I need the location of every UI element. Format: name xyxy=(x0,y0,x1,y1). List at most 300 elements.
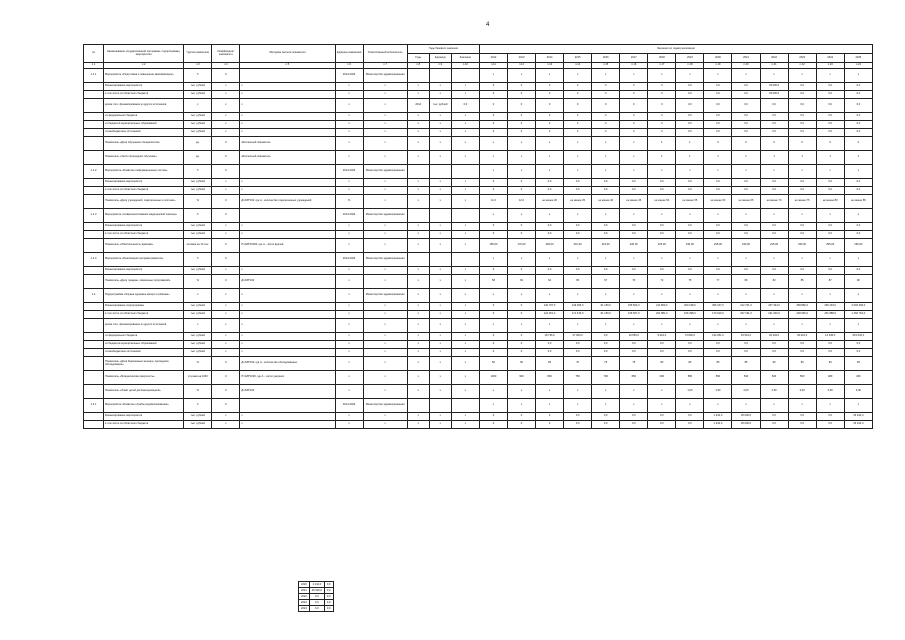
cell-method: х xyxy=(240,413,335,421)
table-row xyxy=(84,151,873,165)
cell-year-value: не менее 35 xyxy=(564,195,592,209)
cell-year-value: 0 xyxy=(507,349,535,357)
cell-coef: х xyxy=(212,289,240,303)
cell-year-value: 80 xyxy=(648,357,676,371)
cell-year-value: 0,0 xyxy=(788,349,816,357)
cell-year-value: 0,0 xyxy=(760,179,788,187)
cell-year-value: 0,0 xyxy=(760,99,788,113)
cell-num xyxy=(84,413,104,421)
cell-year-value: 85 xyxy=(788,275,816,289)
cell-b3: х xyxy=(451,129,479,137)
cell-year-value: 0,0 xyxy=(788,129,816,137)
cell-year-value: 0 xyxy=(592,91,620,99)
cell-name: Финансирование мероприятия xyxy=(104,179,184,187)
cell-year-value: х xyxy=(732,399,760,413)
cell-year-value: 0,0 xyxy=(536,341,564,349)
header-year: 2020 xyxy=(704,54,732,63)
cell-year-value: 75 xyxy=(592,357,620,371)
cell-b2: х xyxy=(429,223,451,231)
column-index-cell: п.24 xyxy=(844,63,872,69)
cell-b2: х xyxy=(429,311,451,319)
cell-year-value: 650 xyxy=(620,371,648,385)
cell-year-value: х xyxy=(760,399,788,413)
cell-name: в том числе из областного бюджета xyxy=(104,311,184,319)
cell-name: Финансирование мероприятия xyxy=(104,413,184,421)
cell-year-value: 750 xyxy=(564,371,592,385)
header-year: 2014 xyxy=(536,54,564,63)
cell-coef: х xyxy=(212,129,240,137)
cell-coef: х xyxy=(212,267,240,275)
table-row xyxy=(84,91,873,99)
cell-name: кроме того, финансирование из других источников xyxy=(104,319,184,333)
cell-year-value: 0 xyxy=(620,121,648,129)
header-year: 2016 xyxy=(592,54,620,63)
cell-b3: х xyxy=(451,91,479,99)
cell-num xyxy=(84,421,104,429)
cell-year-value: 0 xyxy=(507,413,535,421)
cell-name: кроме того, финансирование из других источников xyxy=(104,99,184,113)
cell-grp: тыс. рублей xyxy=(184,121,212,129)
cell-method: Д=А/В*100, где А - количество обследованных xyxy=(240,357,335,371)
cell-year-value: 90 xyxy=(844,275,872,289)
program-indicators-table xyxy=(83,44,873,429)
cell-b3: х xyxy=(451,333,479,341)
extra-cell: 1 244,0 xyxy=(309,582,324,588)
cell-method: х xyxy=(240,83,335,91)
cell-year-value: 80 xyxy=(676,357,704,371)
cell-year-value: 211 800,0 xyxy=(648,303,676,311)
cell-year-value: 0,0 xyxy=(536,179,564,187)
extra-cell: 0,0 xyxy=(324,606,333,612)
cell-name: Финансирование мероприятия xyxy=(104,223,184,231)
table-row xyxy=(84,303,873,311)
cell-b1 xyxy=(407,165,429,179)
cell-exec: х xyxy=(363,83,407,91)
cell-year-value: х xyxy=(676,165,704,179)
cell-year-value: х xyxy=(648,209,676,223)
column-index-cell: п.6 xyxy=(335,63,363,69)
cell-grp: тыс. рублей xyxy=(184,231,212,239)
column-index-cell: п.9 xyxy=(429,63,451,69)
cell-year-value: х xyxy=(704,69,732,83)
cell-year-value: 0 xyxy=(507,129,535,137)
cell-year-value: 90 xyxy=(788,357,816,371)
cell-year-value: х xyxy=(816,319,844,333)
cell-year-value: х xyxy=(704,399,732,413)
cell-coef: х xyxy=(212,349,240,357)
cell-year-value: 0,0 xyxy=(732,341,760,349)
cell-year-value: 212 701,0 xyxy=(732,303,760,311)
cell-method: х xyxy=(240,179,335,187)
cell-year-value: х xyxy=(676,253,704,267)
cell-year-value: 3,00 xyxy=(788,385,816,399)
cell-year-value: 0,0 xyxy=(592,267,620,275)
cell-year-value: 0 xyxy=(536,413,564,421)
cell-grp: тыс. рублей xyxy=(184,113,212,121)
cell-year-value: х xyxy=(816,69,844,83)
cell-exec: х xyxy=(363,137,407,151)
cell-year-value: 0,0 xyxy=(788,91,816,99)
cell-b1: х xyxy=(407,137,429,151)
cell-coef: 0 xyxy=(212,165,240,179)
cell-grp: тыс. рублей xyxy=(184,187,212,195)
cell-coef: х xyxy=(212,83,240,91)
cell-b1: х xyxy=(407,129,429,137)
cell-unit: 2013-2024 xyxy=(335,209,363,223)
cell-year-value: 0,0 xyxy=(648,413,676,421)
cell-year-value: 0,0 xyxy=(760,129,788,137)
cell-year-value: х xyxy=(536,253,564,267)
cell-b2 xyxy=(429,69,451,83)
table-row xyxy=(84,319,873,333)
cell-year-value: 201 881,0 xyxy=(648,311,676,319)
cell-year-value: 95 xyxy=(816,357,844,371)
column-index-cell: п.15 xyxy=(592,63,620,69)
cell-method: х xyxy=(240,129,335,137)
cell-year-value: х xyxy=(507,209,535,223)
cell-year-value: 197 191,0 xyxy=(732,311,760,319)
cell-year-value: х xyxy=(592,399,620,413)
cell-year-value: 196 398,0 xyxy=(676,311,704,319)
cell-year-value: 266 233,0 xyxy=(816,303,844,311)
cell-year-value: х xyxy=(648,319,676,333)
cell-year-value: 149 393,0 xyxy=(564,303,592,311)
cell-coef: х xyxy=(212,179,240,187)
cell-exec: х xyxy=(363,371,407,385)
table-row xyxy=(84,333,873,341)
cell-year-value: 0,0 xyxy=(704,341,732,349)
cell-method xyxy=(240,209,335,223)
cell-name: из бюджетов муниципальных образований xyxy=(104,121,184,129)
cell-year-value: 60 xyxy=(507,275,535,289)
header-row-group xyxy=(84,45,873,54)
cell-num xyxy=(84,349,104,357)
cell-year-value: 0,0 xyxy=(788,121,816,129)
cell-year-value: 62 xyxy=(536,275,564,289)
cell-year-value: х xyxy=(788,69,816,83)
cell-name: из внебюджетных источников xyxy=(104,129,184,137)
cell-b3: х xyxy=(451,349,479,357)
extra-cell: 0,0 xyxy=(309,606,324,612)
cell-year-value: 225,00 xyxy=(648,239,676,253)
cell-year-value: 11,0 xyxy=(479,195,507,209)
cell-name: Мероприятие «Совершенствование медицинской помощи» xyxy=(104,209,184,223)
header-executor: Ответственный исполнитель xyxy=(363,45,407,63)
cell-year-value: х xyxy=(479,289,507,303)
cell-num xyxy=(84,223,104,231)
cell-year-value: 0,0 xyxy=(732,83,760,91)
cell-b1: х xyxy=(407,121,429,129)
cell-year-value: 0 xyxy=(479,113,507,121)
column-index-cell: п.13 xyxy=(536,63,564,69)
cell-year-value: 0 xyxy=(564,83,592,91)
cell-name: в том числе из областного бюджета xyxy=(104,91,184,99)
cell-year-value: 0,0 xyxy=(676,121,704,129)
cell-year-value: 0,0 xyxy=(788,341,816,349)
cell-year-value: х xyxy=(676,319,704,333)
cell-year-value: х xyxy=(732,209,760,223)
cell-grp: х xyxy=(184,99,212,113)
cell-b1: х xyxy=(407,319,429,333)
cell-year-value: х xyxy=(536,69,564,83)
extra-cell: 2021 xyxy=(299,588,310,594)
cell-b2 xyxy=(429,399,451,413)
table-row xyxy=(84,195,873,209)
cell-coef: х xyxy=(212,223,240,231)
cell-b3: х xyxy=(451,341,479,349)
cell-year-value: х xyxy=(816,165,844,179)
cell-coef: х xyxy=(212,99,240,113)
cell-method: х xyxy=(240,333,335,341)
cell-year-value: 50 xyxy=(479,357,507,371)
cell-year-value: не менее 75 xyxy=(788,195,816,209)
cell-year-value: х xyxy=(620,253,648,267)
cell-year-value: 18 736,0 xyxy=(536,333,564,341)
cell-year-value: 0,0 xyxy=(676,421,704,429)
cell-year-value: х xyxy=(479,151,507,165)
cell-year-value: 122 061,0 xyxy=(536,311,564,319)
cell-year-value: х xyxy=(788,289,816,303)
header-year: 2024 xyxy=(816,54,844,63)
cell-year-value: х xyxy=(479,253,507,267)
cell-year-value: 0 xyxy=(507,341,535,349)
cell-year-value: 0,0 xyxy=(844,113,872,121)
cell-year-value: 0 xyxy=(536,129,564,137)
cell-year-value: 9 919,0 xyxy=(648,333,676,341)
extra-cell: 0,0 xyxy=(324,588,333,594)
cell-num xyxy=(84,187,104,195)
cell-year-value: 0,0 xyxy=(760,223,788,231)
cell-year-value: 0,0 xyxy=(564,267,592,275)
cell-year-value: 140 797,0 xyxy=(536,303,564,311)
cell-method: абсолютный показатель xyxy=(240,137,335,151)
cell-year-value: 0 xyxy=(564,91,592,99)
cell-grp: тыс. рублей xyxy=(184,303,212,311)
cell-year-value: 0,0 xyxy=(648,187,676,195)
cell-coef: х xyxy=(212,319,240,333)
cell-b3: х xyxy=(451,267,479,275)
cell-year-value: 0 xyxy=(507,333,535,341)
cell-year-value: х xyxy=(479,385,507,399)
cell-b3: х xyxy=(451,289,479,303)
cell-num xyxy=(84,239,104,253)
cell-year-value: х xyxy=(592,319,620,333)
cell-year-value: 0 xyxy=(732,137,760,151)
cell-num xyxy=(84,357,104,371)
cell-year-value: 0,0 xyxy=(704,231,732,239)
table-row xyxy=(84,267,873,275)
cell-year-value: 0,0 xyxy=(844,91,872,99)
cell-grp: тыс. рублей xyxy=(184,311,212,319)
header-year: 2019 xyxy=(676,54,704,63)
cell-b3: х xyxy=(451,195,479,209)
cell-year-value: 0 xyxy=(536,83,564,91)
cell-year-value: 70 xyxy=(564,357,592,371)
cell-method: х xyxy=(240,223,335,231)
cell-unit: х xyxy=(335,333,363,341)
cell-year-value: х xyxy=(732,69,760,83)
cell-grp: тыс. рублей xyxy=(184,267,212,275)
column-index-cell: п.16 xyxy=(620,63,648,69)
cell-b1: х xyxy=(407,239,429,253)
cell-year-value: х xyxy=(760,253,788,267)
cell-year-value: 0 xyxy=(536,113,564,121)
cell-b3: х xyxy=(451,187,479,195)
header-base-sub: Годы xyxy=(407,54,429,63)
cell-num xyxy=(84,91,104,99)
cell-name: Финансирование мероприятия xyxy=(104,83,184,91)
cell-year-value: 91 150,0 xyxy=(592,311,620,319)
cell-year-value: 0,0 xyxy=(760,341,788,349)
cell-method: х xyxy=(240,311,335,319)
cell-year-value: х xyxy=(844,69,872,83)
cell-year-value: 1 xyxy=(648,151,676,165)
cell-year-value: 0,0 xyxy=(816,187,844,195)
cell-unit: х xyxy=(335,99,363,113)
cell-year-value: х xyxy=(564,209,592,223)
cell-year-value: 0,0 xyxy=(536,187,564,195)
cell-unit: х xyxy=(335,357,363,371)
cell-year-value: х xyxy=(592,385,620,399)
cell-year-value: 0 xyxy=(507,187,535,195)
cell-year-value: 0 xyxy=(479,413,507,421)
cell-year-value: х xyxy=(536,399,564,413)
extra-cell: 0,0 xyxy=(324,582,333,588)
cell-year-value: х xyxy=(760,69,788,83)
table-row xyxy=(84,289,873,303)
cell-year-value: х xyxy=(732,289,760,303)
cell-grp: тыс. рублей xyxy=(184,83,212,91)
cell-year-value: 82 xyxy=(760,275,788,289)
cell-method xyxy=(240,165,335,179)
header-base-group: Годы базового значения xyxy=(407,45,479,54)
cell-year-value: 0 xyxy=(648,83,676,91)
cell-year-value: 0 xyxy=(479,333,507,341)
cell-year-value: 0 xyxy=(479,303,507,311)
cell-year-value: 480 xyxy=(816,371,844,385)
cell-unit: х xyxy=(335,187,363,195)
table-row xyxy=(84,137,873,151)
cell-year-value: 0 xyxy=(788,137,816,151)
cell-num xyxy=(84,179,104,187)
cell-year-value: 0,0 xyxy=(676,267,704,275)
cell-year-value: х xyxy=(704,289,732,303)
cell-year-value: 0,0 xyxy=(732,267,760,275)
cell-year-value: х xyxy=(844,319,872,333)
cell-method: П=А/В*1000, где А - число умерших xyxy=(240,371,335,385)
header-year: 2021 xyxy=(732,54,760,63)
cell-year-value: х xyxy=(592,137,620,151)
column-index-cell: п.10 xyxy=(451,63,479,69)
cell-year-value: х xyxy=(507,319,535,333)
extra-row xyxy=(299,606,334,612)
cell-year-value: 0,0 xyxy=(620,231,648,239)
column-index-cell: п.7 xyxy=(363,63,407,69)
cell-year-value: 0,0 xyxy=(564,231,592,239)
cell-unit: х xyxy=(335,385,363,399)
cell-b2: х xyxy=(429,349,451,357)
cell-exec: х xyxy=(363,349,407,357)
table-row xyxy=(84,69,873,83)
cell-year-value: х xyxy=(788,165,816,179)
cell-exec: х xyxy=(363,91,407,99)
cell-year-value: х xyxy=(648,69,676,83)
cell-year-value: х xyxy=(592,151,620,165)
cell-unit: х xyxy=(335,413,363,421)
cell-year-value: 228 960,0 xyxy=(788,311,816,319)
cell-year-value: х xyxy=(479,319,507,333)
cell-b3: х xyxy=(451,413,479,421)
cell-grp: тыс. рублей xyxy=(184,341,212,349)
cell-b1: х xyxy=(407,223,429,231)
cell-year-value: 2,50 xyxy=(760,385,788,399)
cell-year-value: 0,0 xyxy=(620,187,648,195)
cell-exec: х xyxy=(363,129,407,137)
cell-coef: х xyxy=(212,421,240,429)
cell-year-value: 0,0 xyxy=(648,421,676,429)
cell-year-value: 0 xyxy=(592,113,620,121)
cell-year-value: х xyxy=(620,69,648,83)
cell-year-value: 0,0 xyxy=(788,99,816,113)
header-year: 2013 xyxy=(507,54,535,63)
cell-b2: х xyxy=(429,195,451,209)
cell-year-value: х xyxy=(564,253,592,267)
cell-b3: х xyxy=(451,385,479,399)
cell-year-value: х xyxy=(648,253,676,267)
cell-year-value: 0,0 xyxy=(844,187,872,195)
cell-year-value: 25 000,0 xyxy=(732,421,760,429)
column-index-cell: п.11 xyxy=(479,63,507,69)
cell-exec: х xyxy=(363,385,407,399)
header-year: 2018 xyxy=(648,54,676,63)
cell-exec: х xyxy=(363,179,407,187)
cell-num xyxy=(84,267,104,275)
cell-unit: % xyxy=(335,195,363,209)
cell-coef: 0 xyxy=(212,253,240,267)
cell-exec: х xyxy=(363,275,407,289)
cell-name: Показатель «Охват детей диспансеризацией» xyxy=(104,385,184,399)
cell-year-value: 0 xyxy=(620,99,648,113)
cell-year-value: 0,0 xyxy=(676,91,704,99)
cell-year-value: 0,0 xyxy=(760,187,788,195)
cell-year-value: 0,0 xyxy=(732,99,760,113)
cell-year-value: 0 xyxy=(507,91,535,99)
cell-year-value: 70 xyxy=(620,275,648,289)
cell-year-value: 0,0 xyxy=(788,187,816,195)
table-row xyxy=(84,341,873,349)
cell-year-value: х xyxy=(620,151,648,165)
cell-year-value: 0,0 xyxy=(676,113,704,121)
cell-year-value: х xyxy=(564,151,592,165)
header-year: 2023 xyxy=(788,54,816,63)
cell-grp: б xyxy=(184,253,212,267)
cell-unit: х xyxy=(335,113,363,121)
cell-year-value: 560 xyxy=(704,371,732,385)
cell-year-value: х xyxy=(816,399,844,413)
cell-coef: х xyxy=(212,121,240,129)
cell-exec: Министерство здравоохранения xyxy=(363,69,407,83)
cell-b1: х xyxy=(407,179,429,187)
cell-year-value: х xyxy=(507,253,535,267)
cell-b1: х xyxy=(407,385,429,399)
header-num: № xyxy=(84,45,104,63)
cell-unit: х xyxy=(335,267,363,275)
cell-name: Показатель «Доля учреждений, подключенных к системе» xyxy=(104,195,184,209)
cell-b3: х xyxy=(451,275,479,289)
cell-year-value: х xyxy=(564,165,592,179)
column-index-cell: п.14 xyxy=(564,63,592,69)
cell-year-value: 0,0 xyxy=(844,99,872,113)
